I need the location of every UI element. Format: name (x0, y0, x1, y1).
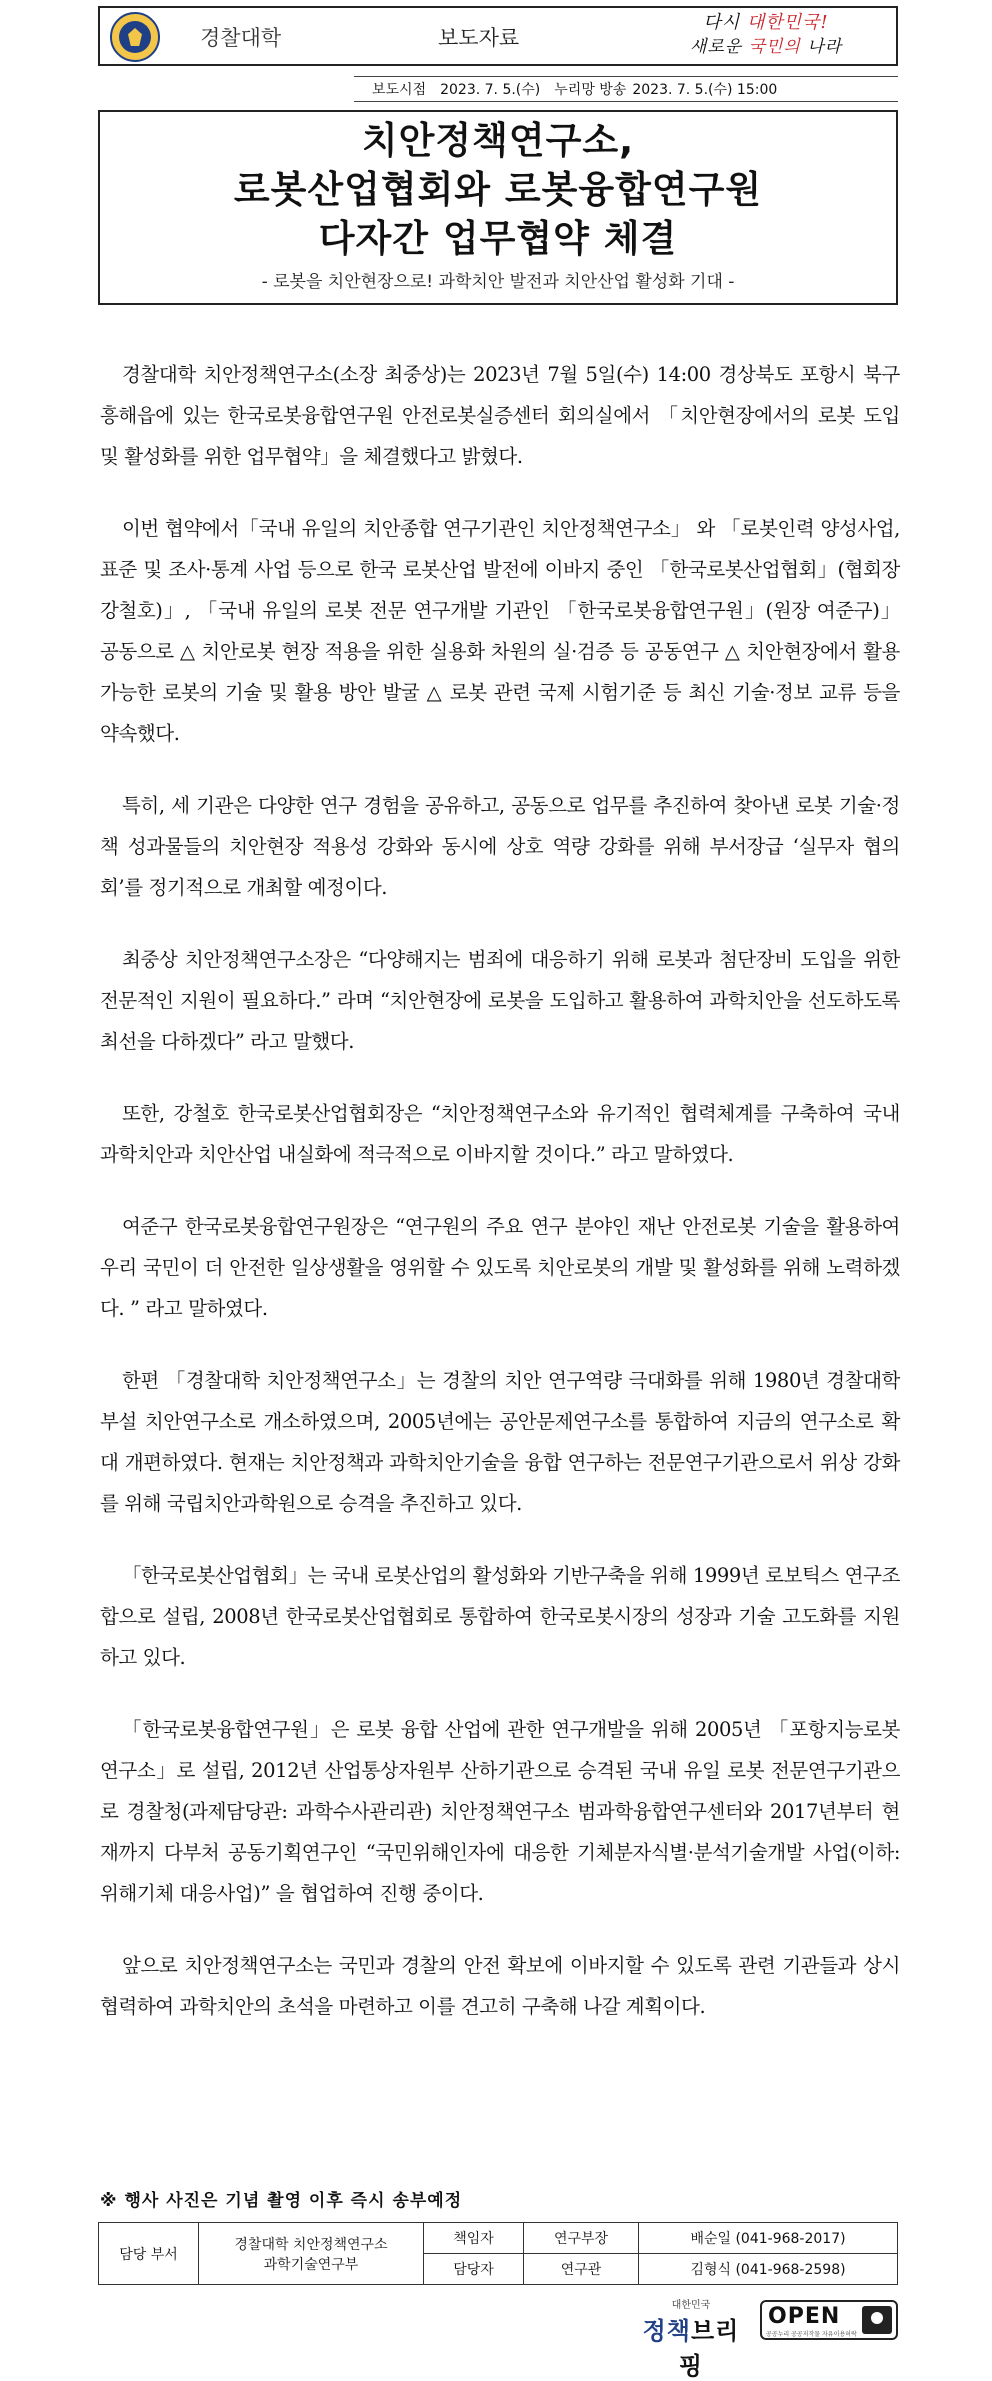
paragraph: 「한국로봇융합연구원」은 로봇 융합 산업에 관한 연구개발을 위해 2005년 「포항지능로봇연구소」로 설립, 2012년 산업통상자원부 산하기관으로 승격된 국내 유일 로봇 전문연구기관으로 경찰청(과제담당관: 과학수사관리관) 치안정책연구소 범과학융합연구센터와 2017년부터 현재까지 다부처 공동기획연구인 “국민위해인자에 대응한 기체분자식별·분석기술개발 사업(이하: 위해기체 대응사업)” 을 협업하여 진행 중이다. (100, 1718, 901, 1905)
header-doc-type: 보도자료 (438, 26, 520, 50)
paragraph: 여준구 한국로봇융합연구원장은 “연구원의 주요 연구 분야인 재난 안전로봇 기술을 활용하여 우리 국민이 더 안전한 일상생활을 영위할 수 있도록 치안로봇의 개발 및 활성화를 위해 노력하겠다. ” 라고 말하였다. (100, 1215, 900, 1320)
policy-briefing-logo: 대한민국 정책브리핑 (642, 2300, 740, 2380)
government-slogan: 다시 대한민국! 새로운 국민의 나라 (689, 12, 843, 57)
header-bar (98, 6, 898, 66)
kogl-open-logo: OPEN 공공누리 공공저작물 자유이용허락 (760, 2300, 898, 2340)
paragraph: 경찰대학 치안정책연구소(소장 최중상)는 2023년 7월 5일(수) 14:00 경상북도 포항시 북구 흥해읍에 있는 한국로봇융합연구원 안전로봇실증센터 회의실에서 「치안현장에서의 로봇 도입 및 활성화를 위한 업무협약」을 체결했다고 밝혔다. (100, 363, 900, 468)
paragraph: 한편 「경찰대학 치안정책연구소」는 경찰의 치안 연구역량 극대화를 위해 1980년 경찰대학 부설 치안연구소로 개소하였으며, 2005년에는 공안문제연구소를 통합하여 지금의 연구소로 확대 개편하였다. 현재는 치안정책과 과학치안기술을 융합 연구하는 전문연구기관으로서 위상 강화를 위해 국립치안과학원으로 승격을 추진하고 있다. (100, 1369, 900, 1515)
header-org: 경찰대학 (200, 26, 282, 50)
release-time-label: 보도시점 (372, 82, 427, 98)
dept-value: 경찰대학 치안정책연구소 과학기술연구부 (199, 2223, 424, 2285)
paragraph: 앞으로 치안정책연구소는 국민과 경찰의 안전 확보에 이바지할 수 있도록 관련 기관들과 상시 협력하여 과학치안의 초석을 마련하고 이를 견고히 구축해 나갈 계획이다. (100, 1954, 900, 2018)
paragraph: 또한, 강철호 한국로봇산업협회장은 “치안정책연구소와 유기적인 협력체계를 구축하여 국내 과학치안과 치안산업 내실화에 적극적으로 이바지할 것이다.” 라고 말하였다. (100, 1102, 900, 1166)
paragraph: 「한국로봇산업협회」는 국내 로봇산업의 활성화와 기반구축을 위해 1999년 로보틱스 연구조합으로 설립, 2008년 한국로봇산업협회로 통합하여 한국로봇시장의 성장과 기술 고도화를 지원하고 있다. (100, 1564, 900, 1669)
page-title: 치안정책연구소, 로봇산업협회와 로봇융합연구원 다자간 업무협약 체결 (233, 119, 763, 260)
person-cell: 배순일 (041-968-2017) (639, 2223, 898, 2254)
paragraph: 최중상 치안정책연구소장은 “다양해지는 범죄에 대응하기 위해 로봇과 첨단장비 도입을 위한 전문적인 지원이 필요하다.” 라며 “치안현장에 로봇을 도입하고 활용하여 과학치안을 선도하도록 최선을 다하겠다” 라고 말했다. (100, 948, 900, 1053)
online-label: 누리망 방송 (554, 82, 627, 98)
paragraph: 이번 협약에서「국내 유일의 치안종합 연구기관인 치안정책연구소」 와 「로봇인력 양성사업, 표준 및 조사·통계 사업 등으로 한국 로봇산업 발전에 이바지 중인 「한국로봇산업협회」(협회장 강철호)」, 「국내 유일의 로봇 전문 연구개발 기관인 「한국로봇융합연구원」(원장 여준구)」 공동으로 △ 치안로봇 현장 적용을 위한 실용화 차원의 실·검증 등 공동연구 △ 치안현장에서 활용 가능한 로봇의 기술 및 활용 방안 발굴 △ 로봇 관련 국제 시험기준 등 최신 기술·정보 교류 등을 약속했다. (100, 517, 900, 745)
role-cell: 책임자 (424, 2223, 524, 2254)
photo-note: ※ 행사 사진은 기념 촬영 이후 즉시 송부예정 (100, 2191, 463, 2211)
title-cell: 연구관 (524, 2254, 639, 2285)
person-cell: 김형식 (041-968-2598) (639, 2254, 898, 2285)
table-row (99, 2223, 898, 2254)
release-time-value: 2023. 7. 5.(수) (440, 82, 541, 98)
role-cell: 담당자 (424, 2254, 524, 2285)
title-cell: 연구부장 (524, 2223, 639, 2254)
online-value: 2023. 7. 5.(수) 15:00 (632, 82, 778, 98)
article-body (100, 354, 900, 2058)
paragraph: 특히, 세 기관은 다양한 연구 경험을 공유하고, 공동으로 업무를 추진하여 찾아낸 로봇 기술·정책 성과물들의 치안현장 적용성 강화와 동시에 상호 역량 강화를 위해 부서장급 ‘실무자 협의회’를 정기적으로 개최할 예정이다. (100, 794, 900, 899)
title-box (98, 110, 898, 305)
kogl-badge-icon (862, 2306, 892, 2334)
subtitle: - 로봇을 치안현장으로! 과학치안 발전과 치안산업 활성화 기대 - (261, 272, 735, 292)
dept-label: 담당 부서 (99, 2223, 199, 2285)
police-emblem-icon (110, 12, 160, 62)
contact-table (98, 2222, 898, 2285)
release-info (354, 76, 898, 102)
